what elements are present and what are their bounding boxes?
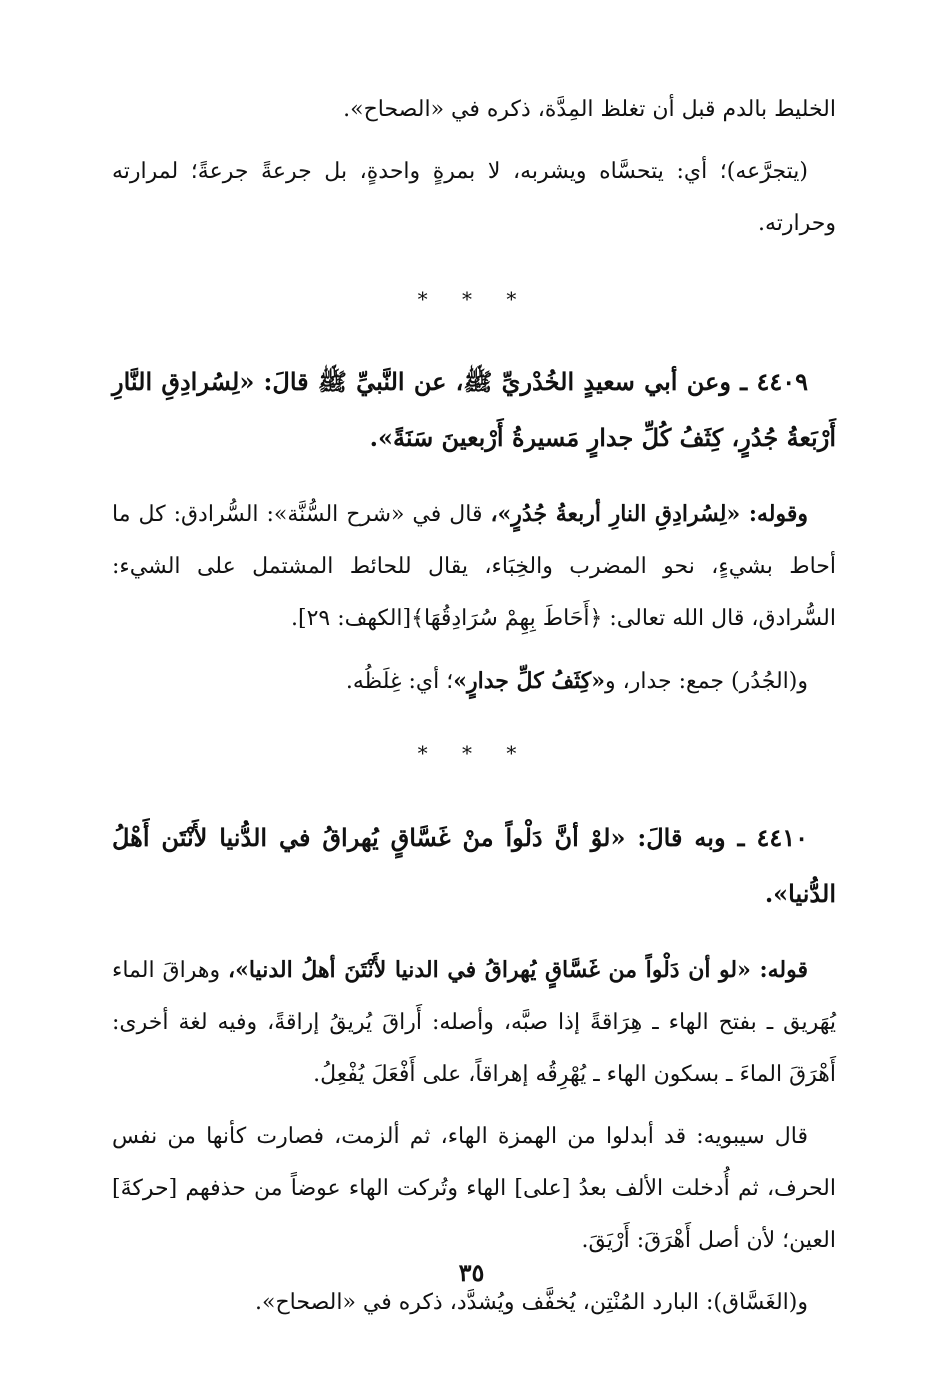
paragraph-yatajarraauhu: (يتجرَّعه)؛ أي: يتحسَّاه ويشربه، لا بمرةٍ واحدةٍ، بل جرعةً جرعةً؛ لمرارته وحرارته.	[112, 159, 836, 236]
hadith-4410: ٤٤١٠ ـ وبه قالَ: «لوْ أنَّ دَلْواً منْ غَسَّاقٍ يُهراقُ في الدُّنيا لأَنْتَن أَهْلُ الدُّنيا».	[112, 823, 836, 908]
commentary-suradiq-text: قال في «شرح السُّنَّة»: السُّرادق: كل ما أحاط بشيءٍ، نحو المضرب والخِبَاء، يقال للحائط المشتمل على الشيء: السُّرادق، قال الله تعالى: ﴿أَحَاطَ بِهِمْ سُرَادِقُهَا﴾[الكهف: ٢٩].	[112, 502, 836, 631]
separator-stars: * * *	[417, 741, 531, 765]
commentary-suradiq	[112, 488, 836, 645]
commentary-ghassaq-quote: قوله: «لو أن دَلْواً من غَسَّاقٍ يُهراقُ في الدنيا لأَنْتَنَ أهلُ الدنيا»،	[228, 957, 808, 983]
commentary-judur	[112, 655, 836, 708]
hadith-4409: ٤٤٠٩ ـ وعن أبي سعيدٍ الخُدْريِّ ﷺ، عن النَّبيِّ ﷺ قالَ: «لِسُرادِقِ النَّارِ أَرْبَعةُ جُدُرٍ، كِثَفُ كُلِّ جدارٍ مَسيرةُ أَرْبعينَ سَنَةً».	[112, 367, 836, 452]
separator-stars: * * *	[417, 287, 531, 311]
commentary-judur-a: و(الجُدُر) جمع: جدار، و	[604, 669, 808, 694]
commentary-judur-c: ؛ أي: غِلَظُه.	[345, 669, 454, 694]
commentary-judur-quote: «كِثَفُ كلِّ جدارٍ»	[453, 668, 605, 694]
commentary-sibawayh: قال سيبويه: قد أبدلوا من الهمزة الهاء، ثم ألزمت، فصارت كأنها من نفس الحرف، ثم أُدخلت الألف بعدُ [على] الهاء وتُركت الهاء عوضاً من حذفهم [حركةَ] العين؛ لأن أصل أَهْرَقَ: أَرْيَقَ.	[112, 1124, 836, 1253]
page-number: ٣٥	[458, 1258, 485, 1287]
commentary-ghassaq-definition: و(الغَسَّاق): البارد المُنْتِن، يُخفَّف ويُشدَّد، ذكره في «الصحاح».	[255, 1290, 808, 1315]
paragraph-continuation: الخليط بالدم قبل أن تغلظ المِدَّة، ذكره في «الصحاح».	[343, 97, 836, 122]
commentary-ghassaq-text: وهراقَ الماء يُهَريق ـ بفتح الهاء ـ هِرَاقةً إذا صبَّه، وأصله: أَراقَ يُريقُ إراقةً، وفيه لغة أخرى: أَهْرَقَ الماءَ ـ بسكون الهاء ـ يُهْرِقُه إهراقاً، على أَفْعَلَ يُفْعِلُ.	[112, 958, 836, 1087]
page-body	[112, 84, 836, 1329]
commentary-ghassaq	[112, 944, 836, 1101]
commentary-suradiq-quote: وقوله: «لِسُرادِقِ النارِ أربعةُ جُدُرٍ»،	[490, 501, 808, 527]
